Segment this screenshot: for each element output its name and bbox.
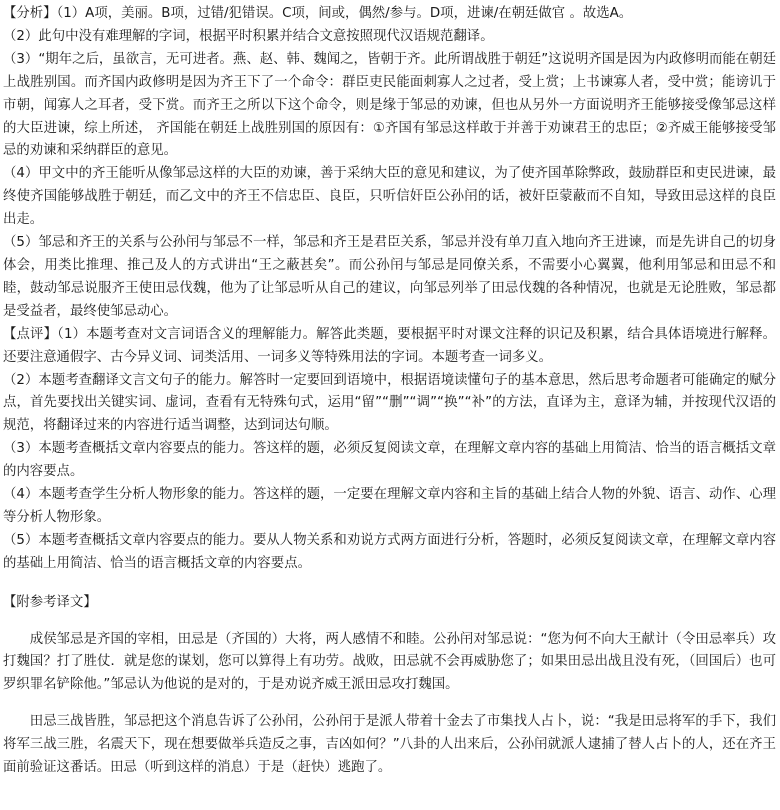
- translation-paragraph-1: 成侯邹忌是齐国的宰相，田忌是（齐国的）大将，两人感情不和睦。公孙闬对邹忌说：“您为何不向大王献计（令田忌率兵）攻打魏国？打了胜仗．就是您的谋划，您可以算得上有功劳。战败，田忌就不会再威胁您了；如果田忌出战且没有死，（回国后）也可罗织罪名铲除他。”邹忌认为他说的是对的，于是劝说齐威王派田忌攻打魏国。: [3, 631, 776, 693]
- translation-section: [3, 592, 776, 780]
- spacer: [3, 697, 776, 711]
- analysis-section: [3, 3, 776, 324]
- comment-item-3: （3）本题考查概括文章内容要点的能力。答这样的题，必须反复阅读文章，在理解文章内容的基础上用简洁、恰当的语言概括文章的内容要点。: [3, 441, 776, 480]
- analysis-item-1: 【分析】（1）A项，美丽。B项，过错/犯错误。C项，间或，偶然/参与。D项，进谏/在朝廷做官 。故选A。: [3, 6, 633, 21]
- comment-item-2: （2）本题考查翻译文言文句子的能力。解答时一定要回到语境中，根据语境读懂句子的基本意思，然后思考命题者可能确定的赋分点，首先要找出关键实词、虚词，查看有无特殊句式，运用“留”“删”“调”“换”“补”的方法，直译为主，意译为辅，并按现代汉语的规范，将翻译过来的内容进行适当调整，达到词达句顺。: [3, 372, 776, 434]
- analysis-item-2: （2）此句中没有难理解的字词，根据平时积累并结合文意按照现代汉语规范翻译。: [3, 28, 494, 44]
- analysis-item-5: （5）邹忌和齐王的关系与公孙闬与邹忌不一样，邹忌和齐王是君臣关系，邹忌并没有单刀直入地向齐王进谏，而是先讲自己的切身体会，用类比推理、推己及人的方式讲出“王之蔽甚矣”。而公孙闬与邹忌是同僚关系，不需要小心翼翼，他利用邹忌和田忌不和睦，鼓动邹忌说服齐王使田忌伐魏，他为了让邹忌听从自己的建议，向邹忌列举了田忌伐魏的各种情况，也就是无论胜败，邹忌都是受益者，最终使邹忌动心。: [3, 235, 776, 319]
- spacer: [3, 615, 776, 629]
- translation-heading: 【附参考译文】: [3, 594, 97, 610]
- comment-item-1: 【点评】（1）本题考查对文言词语含义的理解能力。解答此类题，要根据平时对课文注释的识记及积累，结合具体语境进行解释。还要注意通假字、古今异义词、词类活用、一词多义等特殊用法的字词。本题考查一词多义。: [3, 326, 776, 365]
- translation-paragraph-2: 田忌三战皆胜，邹忌把这个消息告诉了公孙闬，公孙闬于是派人带着十金去了市集找人占卜，说：“我是田忌将军的手下，我们将军三战三胜，名震天下，现在想要做举兵造反之事，吉凶如何？”八卦的人出来后，公孙闬就派人逮捕了替人占卜的人，还在齐王面前验证这番话。田忌（听到这样的消息）于是（赶快）逃跑了。: [3, 714, 776, 776]
- comment-item-4: （4）本题考查学生分析人物形象的能力。答这样的题，一定要在理解文章内容和主旨的基础上结合人物的外貌、语言、动作、心理等分析人物形象。: [3, 487, 776, 525]
- comment-item-5: （5）本题考查概括文章内容要点的能力。要从人物关系和劝说方式两方面进行分析，答题时，必须反复阅读文章，在理解文章内容的基础上用简洁、恰当的语言概括文章的内容要点。: [3, 532, 776, 571]
- comment-section: [3, 324, 776, 576]
- analysis-item-4: （4）甲文中的齐王能听从像邹忌这样的大臣的劝谏，善于采纳大臣的意见和建议，为了使齐国革除弊政，鼓励群臣和吏民进谏，最终使齐国能够战胜于朝廷，而乙文中的齐王不信忠臣、良臣，只听信奸臣公孙闬的话，被奸臣蒙蔽而不自知，导致田忌这样的良臣出走。: [3, 166, 776, 228]
- spacer: [3, 576, 776, 592]
- analysis-item-3: （3）“期年之后，虽欲言，无可进者。燕、赵、韩、魏闻之，皆朝于齐。此所谓战胜于朝廷”这说明齐国是因为内政修明而能在朝廷上战胜别国。而齐国内政修明是因为齐王下了一个命令：群臣吏民能面刺寡人之过者，受上赏；上书谏寡人者，受中赏；能谤讥于市朝，闻寡人之耳者，受下赏。而齐王之所以下这个命令，则是缘于邹忌的劝谏，但也从另外一方面说明齐王能够接受像邹忌这样的大臣进谏，综上所述， 齐国能在朝廷上战胜别国的原因有：①齐国有邹忌这样敢于并善于劝谏君王的忠臣；②齐威王能够接受邹忌的劝谏和采纳群臣的意见。: [3, 51, 776, 159]
